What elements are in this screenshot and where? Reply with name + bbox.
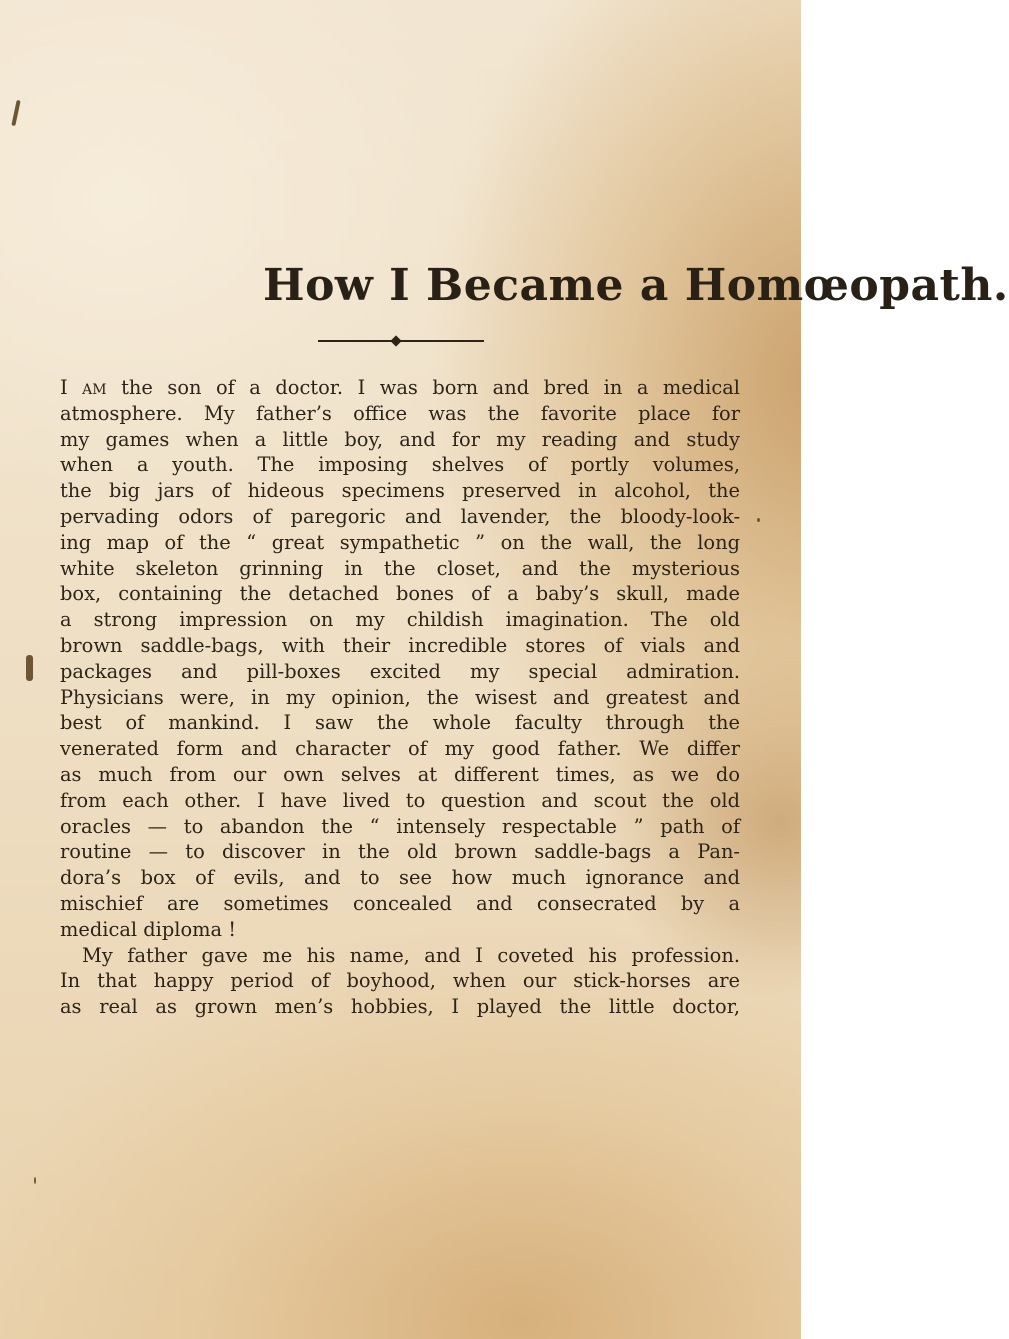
text-line: dora’s box of evils, and to see how much ignorance and (60, 866, 740, 890)
text-line: oracles — to abandon the “ intensely respectable ” path of (60, 814, 740, 838)
ornamental-rule-diamond (390, 335, 401, 346)
text-line: pervading odors of paregoric and lavender, the bloody-look- (60, 504, 740, 528)
text-line: I am the son of a doctor. I was born and bred in a medical (60, 376, 740, 399)
text-line: from each other. I have lived to question and scout the old (60, 788, 740, 812)
text-line: medical diploma ! (60, 917, 237, 941)
text-line: white skeleton grinning in the closet, and the mysterious (60, 556, 740, 580)
page-speck (26, 655, 33, 681)
text-line: the big jars of hideous specimens preserved in alcohol, the (60, 479, 740, 503)
text-line: In that happy period of boyhood, when our stick-horses are (60, 969, 740, 993)
text-line: packages and pill-boxes excited my special admiration. (60, 659, 740, 683)
body-text (60, 375, 740, 1020)
text-line: my games when a little boy, and for my reading and study (60, 427, 740, 451)
text-line: My father gave me his name, and I coveted his profession. (82, 943, 740, 967)
text-line: as much from our own selves at different times, as we do (60, 762, 740, 786)
text-line: a strong impression on my childish imagination. The old (60, 608, 740, 632)
text-line: venerated form and character of my good father. We differ (60, 737, 740, 761)
text-line: box, containing the detached bones of a baby’s skull, made (60, 582, 740, 606)
text-line: best of mankind. I saw the whole faculty through the (60, 711, 740, 735)
page-speck (757, 518, 760, 522)
chapter-heading: How I Became a Homœopath. (263, 260, 1009, 311)
page-speck (34, 1177, 36, 1184)
text-line: brown saddle-bags, with their incredible stores of vials and (60, 633, 740, 657)
text-line: as real as grown men’s hobbies, I played the little doctor, (60, 995, 740, 1019)
page-speck (11, 100, 20, 126)
text-line: ing map of the “ great sympathetic ” on the wall, the long (60, 530, 740, 554)
text-line: atmosphere. My father’s office was the favorite place for (60, 401, 740, 425)
text-line: mischief are sometimes concealed and consecrated by a (60, 891, 740, 915)
text-line: routine — to discover in the old brown saddle-bags a Pan- (60, 840, 740, 864)
text-line: when a youth. The imposing shelves of portly volumes, (60, 453, 740, 477)
lead-word: I (60, 376, 68, 399)
text-line: Physicians were, in my opinion, the wisest and greatest and (60, 685, 740, 709)
lead-small-caps: am (82, 376, 107, 399)
